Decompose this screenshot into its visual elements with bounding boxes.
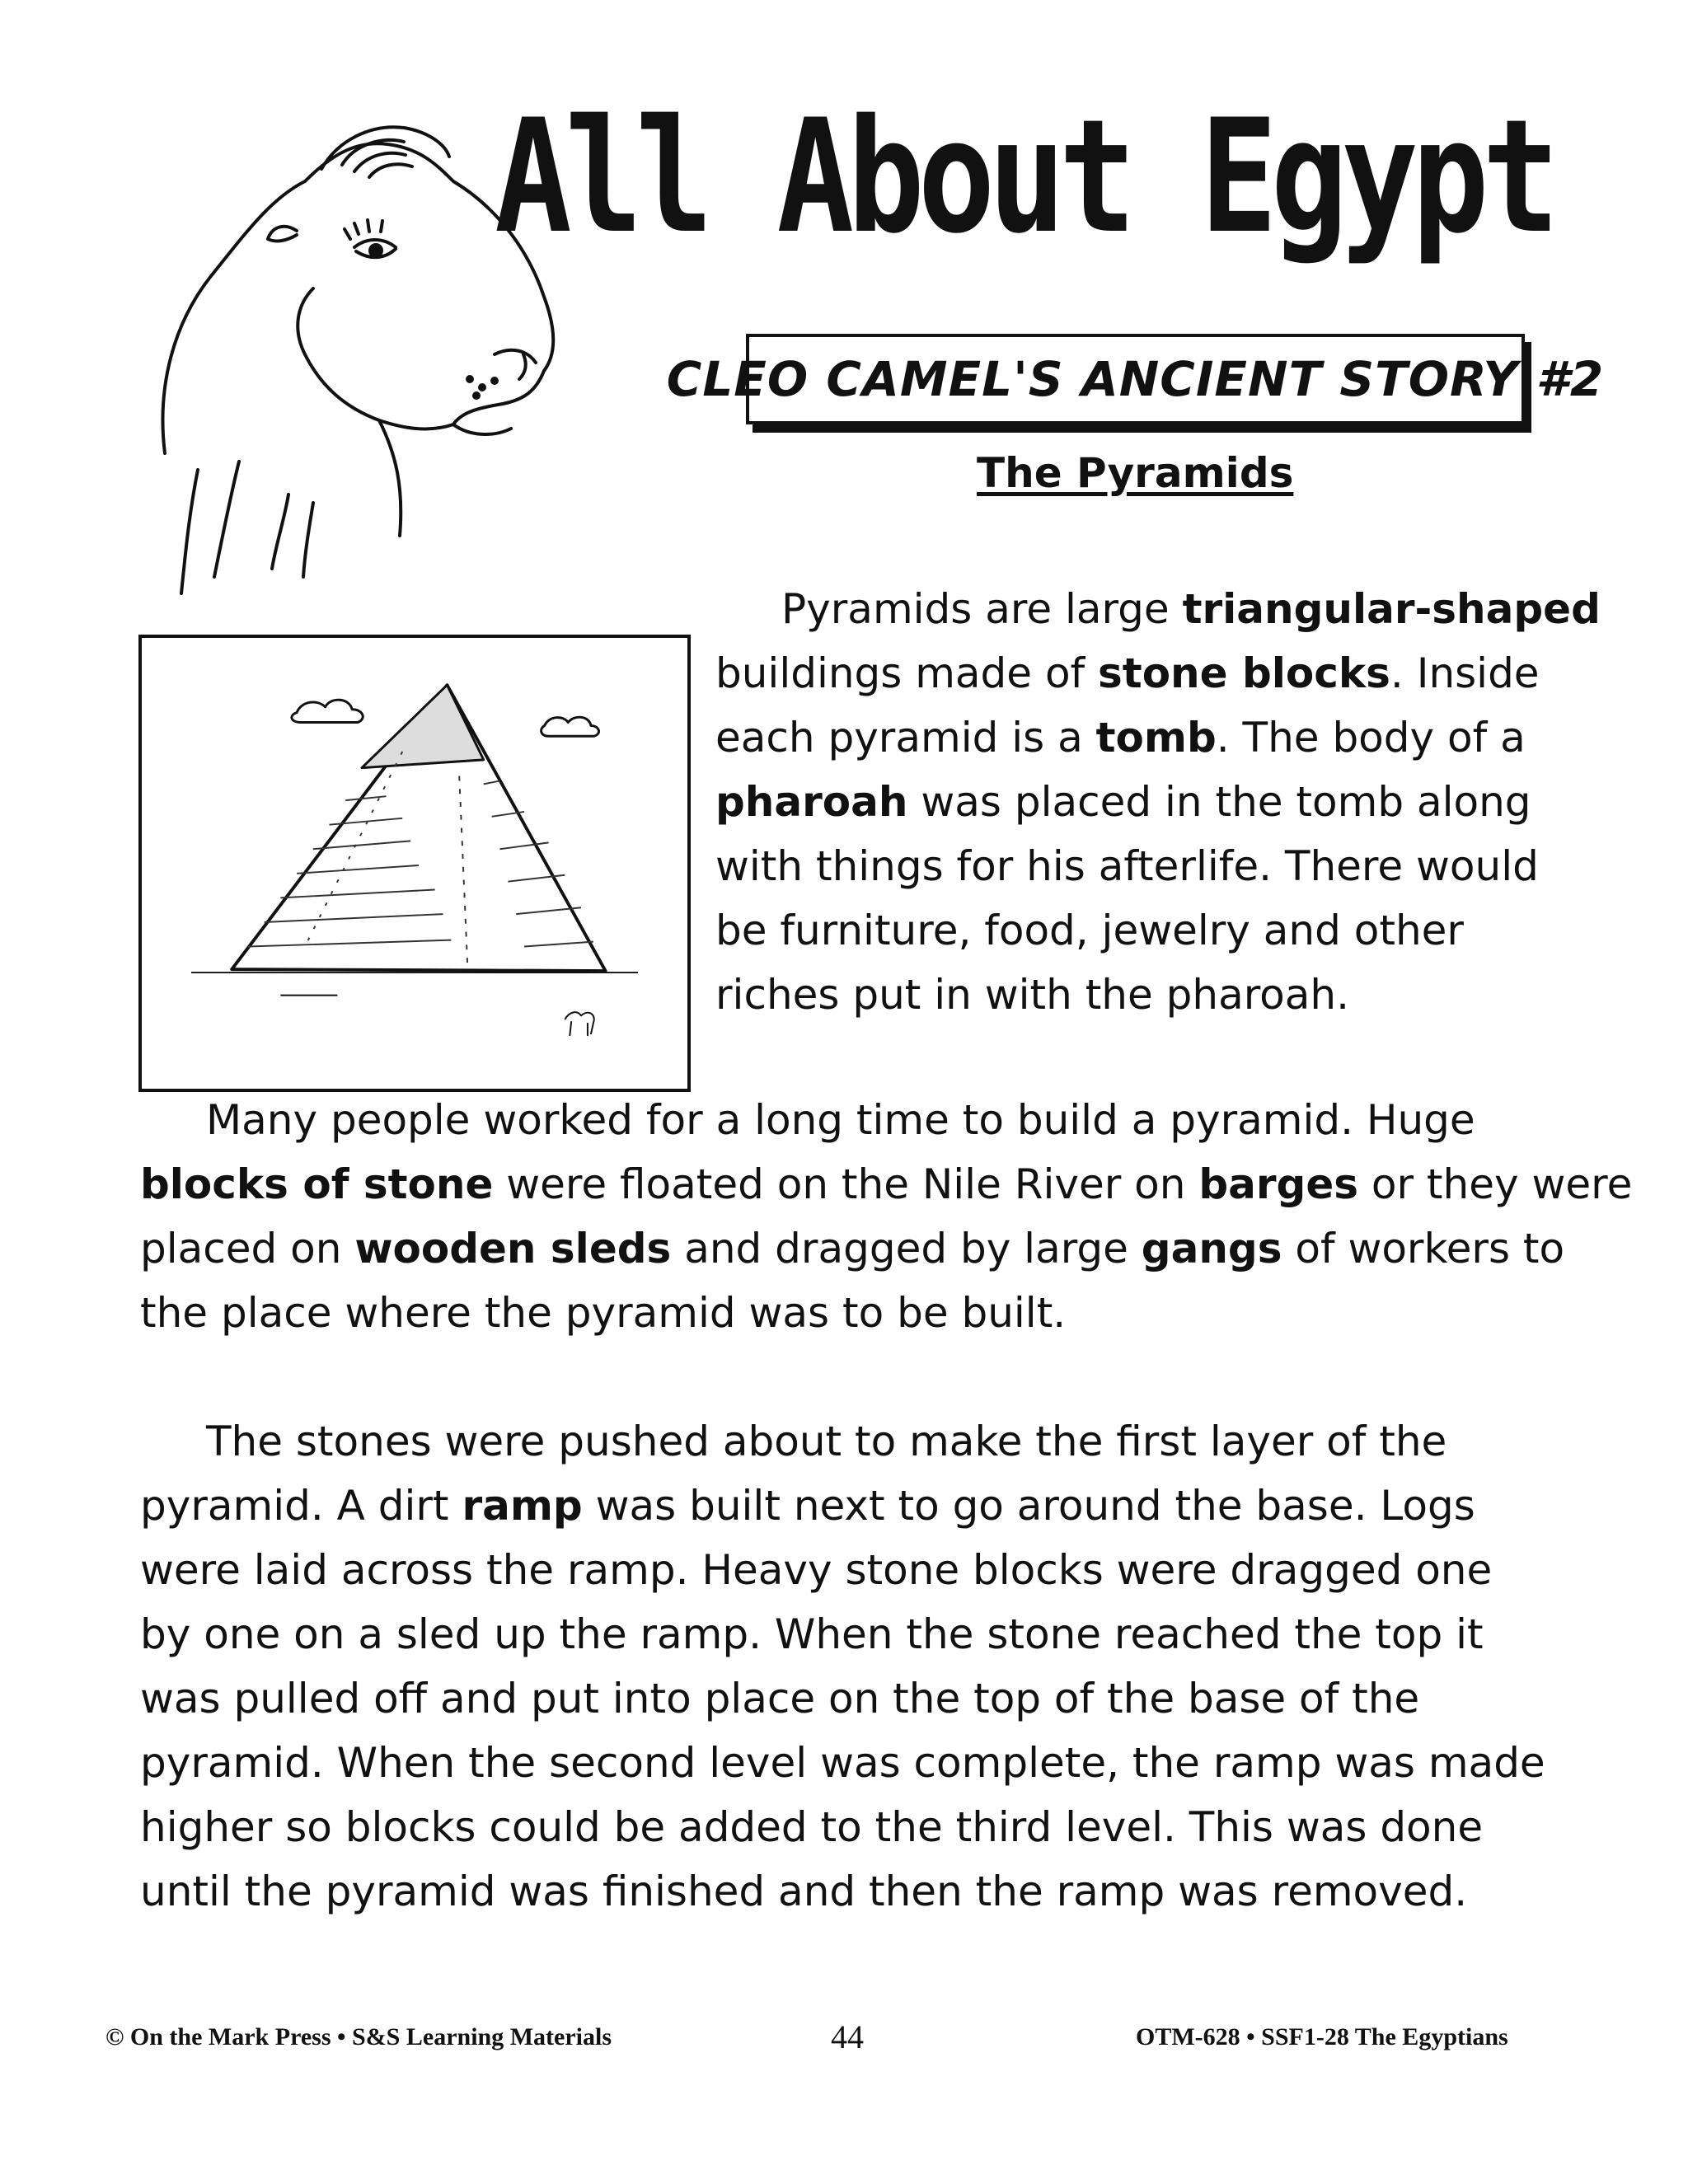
text-run: were floated on the Nile River on: [493, 1160, 1199, 1208]
paragraph-line: [140, 1281, 1574, 1345]
text-run: or they were: [1358, 1160, 1633, 1208]
text-run: placed on: [140, 1225, 355, 1272]
paragraph-line: [715, 770, 1630, 834]
text-run: Many people worked for a long time to build a pyramid. Huge: [206, 1096, 1475, 1144]
text-run: of workers to: [1282, 1225, 1565, 1272]
bold-term: triangular-shaped: [1182, 585, 1601, 633]
pyramid-illustration: [138, 635, 691, 1092]
paragraph-line: [140, 1602, 1591, 1666]
paragraph-line: [140, 1731, 1591, 1795]
paragraph-line: [140, 1152, 1633, 1216]
text-run: pyramid. When the second level was complete, the ramp was made: [140, 1739, 1545, 1787]
bold-term: ramp: [462, 1482, 583, 1530]
bold-term: gangs: [1141, 1225, 1282, 1272]
paragraph-line: [715, 705, 1630, 770]
text-run: were laid across the ramp. Heavy stone blocks were dragged one: [140, 1546, 1493, 1594]
paragraph-line: [140, 1409, 1591, 1474]
paragraph-line: [715, 577, 1630, 641]
text-run: . The body of a: [1216, 714, 1526, 762]
paragraph-line: [140, 1666, 1591, 1731]
page-title: All About Egypt: [495, 86, 1554, 268]
text-run: was built next to go around the base. Logs: [582, 1482, 1475, 1530]
paragraph-line: [715, 963, 1630, 1027]
text-run: higher so blocks could be added to the third level. This was done: [140, 1803, 1484, 1851]
text-run: each pyramid is a: [715, 714, 1096, 762]
bold-term: blocks of stone: [140, 1160, 494, 1208]
text-run: . Inside: [1390, 649, 1540, 697]
paragraph-line: [715, 834, 1630, 898]
text-run: The stones were pushed about to make the first layer of the: [206, 1418, 1447, 1465]
text-run: the place where the pyramid was to be built.: [140, 1289, 1067, 1337]
text-run: pyramid. A dirt: [140, 1482, 462, 1530]
paragraph-line: [140, 1088, 1574, 1152]
bold-term: barges: [1198, 1160, 1358, 1208]
paragraph-line: [715, 898, 1630, 963]
text-run: buildings made of: [715, 649, 1099, 697]
page-number: 44: [831, 2018, 864, 2055]
footer-publisher: © On the Mark Press • S&S Learning Materials: [106, 2023, 612, 2050]
bold-term: stone blocks: [1098, 649, 1390, 697]
paragraph-line: [140, 1538, 1591, 1602]
paragraph-line: [140, 1474, 1591, 1538]
bold-term: wooden sleds: [354, 1225, 672, 1272]
paragraph-line: [140, 1859, 1591, 1924]
text-run: with things for his afterlife. There would: [715, 842, 1539, 890]
text-run: was pulled off and put into place on the top of the base of the: [140, 1675, 1420, 1722]
text-run: and dragged by large: [671, 1225, 1142, 1272]
section-subheading: The Pyramids: [977, 449, 1294, 497]
bold-term: tomb: [1095, 714, 1217, 762]
paragraph-intro: [715, 577, 1630, 1027]
bold-term: pharoah: [715, 778, 908, 826]
text-run: riches put in with the pharoah.: [715, 971, 1349, 1019]
paragraph-line: [140, 1216, 1574, 1281]
story-header-box: CLEO CAMEL'S ANCIENT STORY #2: [746, 334, 1525, 424]
text-run: until the pyramid was finished and then the ramp was removed.: [140, 1868, 1468, 1915]
paragraph-workers: [140, 1088, 1633, 1345]
paragraph-line: [140, 1795, 1591, 1859]
text-run: was placed in the tomb along: [907, 778, 1531, 826]
paragraph-line: [715, 641, 1630, 705]
text-run: be furniture, food, jewelry and other: [715, 907, 1464, 954]
paragraph-ramp: [140, 1409, 1591, 1924]
text-run: by one on a sled up the ramp. When the stone reached the top it: [140, 1610, 1484, 1658]
text-run: Pyramids are large: [781, 585, 1183, 633]
footer-series: OTM-628 • SSF1-28 The Egyptians: [1136, 2023, 1508, 2050]
